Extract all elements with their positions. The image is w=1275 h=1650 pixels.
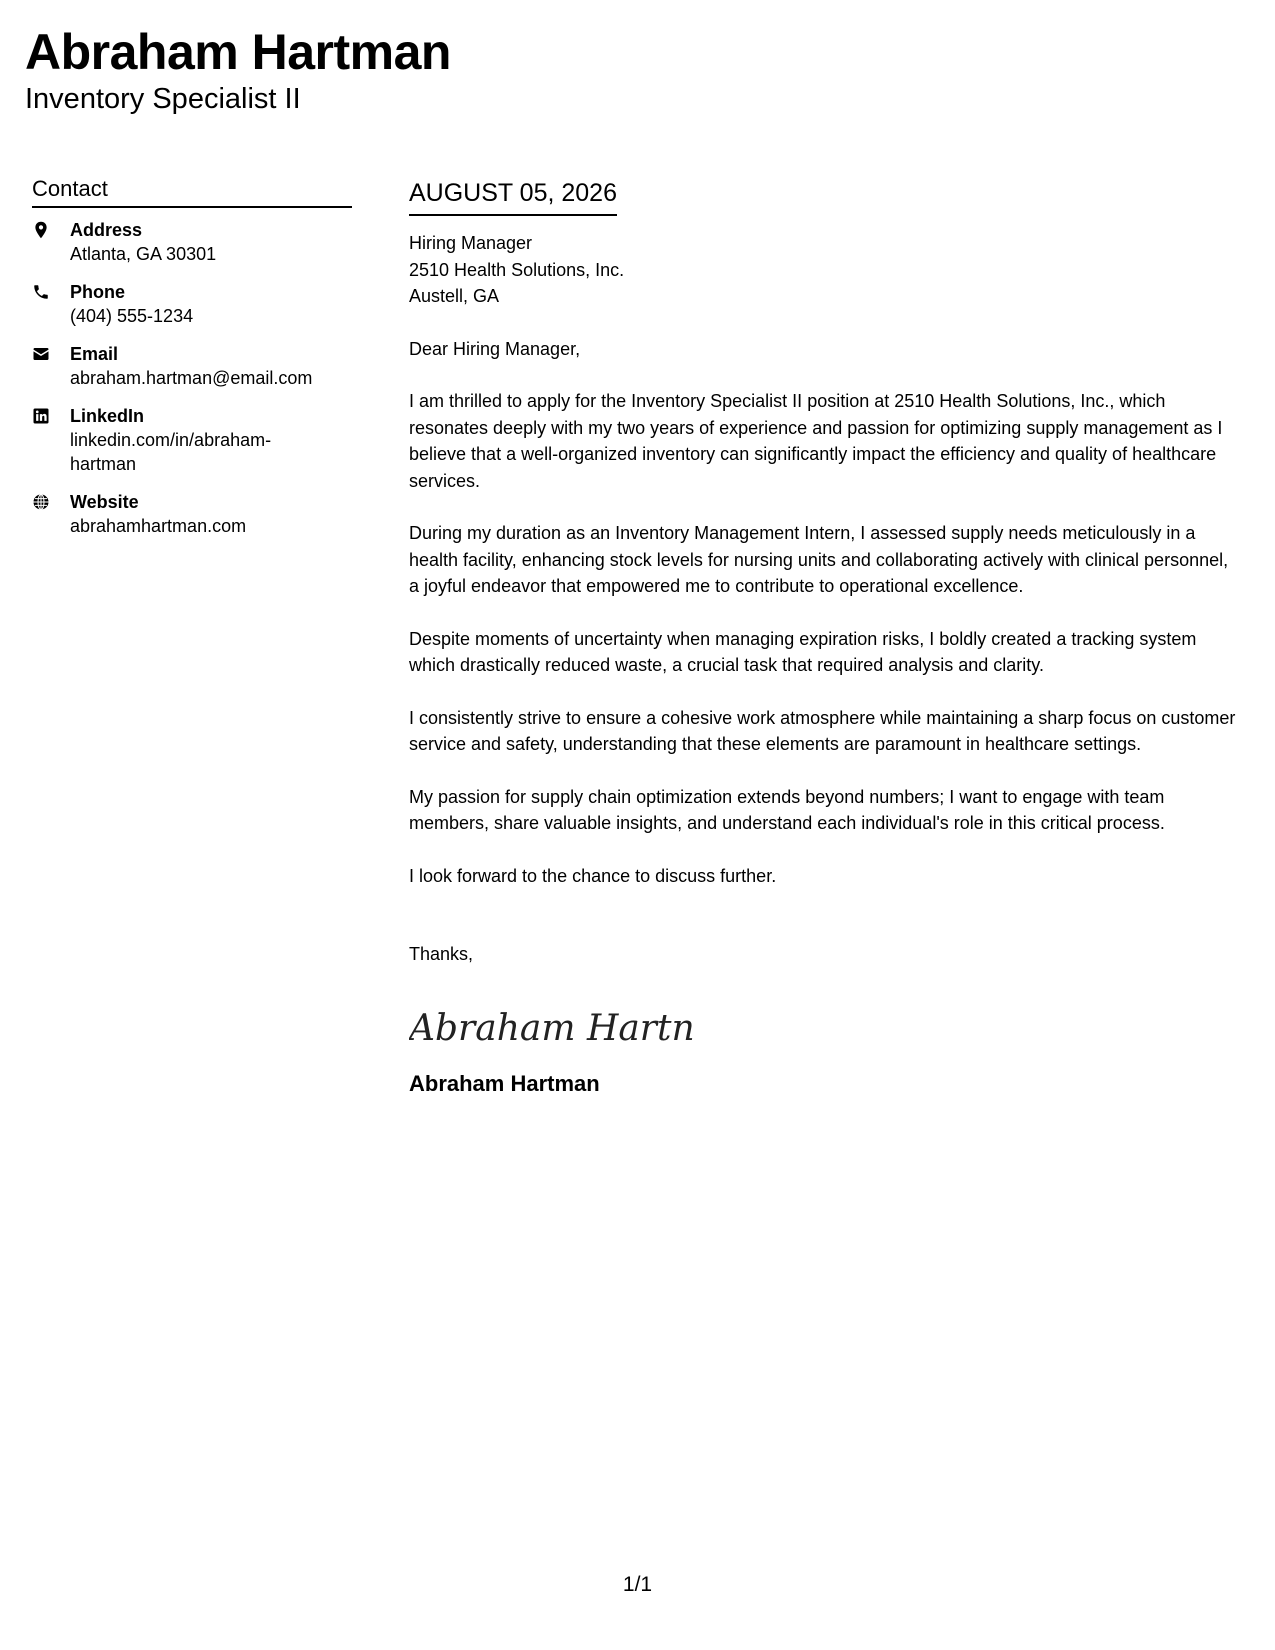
contact-value: Atlanta, GA 30301 xyxy=(70,244,217,264)
contact-item-linkedin xyxy=(32,404,352,476)
contact-label: Phone xyxy=(70,282,126,302)
contact-sidebar xyxy=(32,174,352,552)
signature-text: Abraham Hartn xyxy=(409,1007,695,1049)
body-paragraph: Despite moments of uncertainty when managing expiration risks, I boldly created a tracking system which drastically reduced waste, a crucial task that required analysis and clarity. xyxy=(409,628,1197,675)
contact-value: abrahamhartman.com xyxy=(70,516,247,536)
letter-body xyxy=(409,176,1239,1098)
body-paragraph: During my duration as an Inventory Management Intern, I assessed supply needs meticulously in a health facility, enhancing stock levels for nursing units and collaborating actively with clinical personnel, a joyful endeavor that empowered me to contribute to operational excellence. xyxy=(409,523,1229,596)
recipient-line: 2510 Health Solutions, Inc. xyxy=(409,259,625,280)
contact-value: linkedin.com/in/abraham-hartman xyxy=(70,430,272,474)
contact-label: LinkedIn xyxy=(70,406,145,426)
envelope-icon xyxy=(32,342,70,363)
contact-label: Address xyxy=(70,220,143,240)
signature-image xyxy=(409,998,1239,1058)
contact-item-email xyxy=(32,342,352,390)
phone-icon xyxy=(32,280,70,301)
page-number: 1/1 xyxy=(622,1573,653,1596)
recipient-line: Hiring Manager xyxy=(409,233,533,253)
contact-value: abraham.hartman@email.com xyxy=(70,368,313,388)
body-paragraph: I am thrilled to apply for the Inventory Specialist II position at 2510 Health Solutions, Inc., which resonates deeply with my two years of experience and passion for optimizing supply management as I believe that a well-organized inventory can significantly impact the efficiency and quality of healthcare services. xyxy=(409,391,1223,491)
map-pin-icon xyxy=(32,218,70,239)
body-paragraph: I look forward to the chance to discuss further. xyxy=(409,865,777,886)
applicant-name: Abraham Hartman xyxy=(25,24,451,80)
letter-date: AUGUST 05, 2026 xyxy=(409,176,617,216)
linkedin-icon xyxy=(32,404,70,425)
signoff-name: Abraham Hartman xyxy=(409,1070,600,1096)
salutation: Dear Hiring Manager, xyxy=(409,338,581,359)
body-paragraph: I consistently strive to ensure a cohesive work atmosphere while maintaining a sharp focus on customer service and safety, understanding that these elements are paramount in healthcare settings. xyxy=(409,707,1236,754)
job-title: Inventory Specialist II xyxy=(25,83,301,115)
contact-label: Website xyxy=(70,492,139,512)
contact-item-website xyxy=(32,490,352,538)
header xyxy=(25,22,451,116)
contact-item-phone xyxy=(32,280,352,328)
closing: Thanks, xyxy=(409,944,474,964)
body-paragraph: My passion for supply chain optimization extends beyond numbers; I want to engage with team members, share valuable insights, and understand each individual's role in this critical process. xyxy=(409,786,1165,833)
contact-value: (404) 555-1234 xyxy=(70,306,194,326)
contact-label: Email xyxy=(70,344,119,364)
recipient-block xyxy=(409,230,1239,310)
globe-icon xyxy=(32,490,70,511)
contact-item-address xyxy=(32,218,352,266)
recipient-line: Austell, GA xyxy=(409,286,500,306)
contact-heading: Contact xyxy=(32,174,352,208)
